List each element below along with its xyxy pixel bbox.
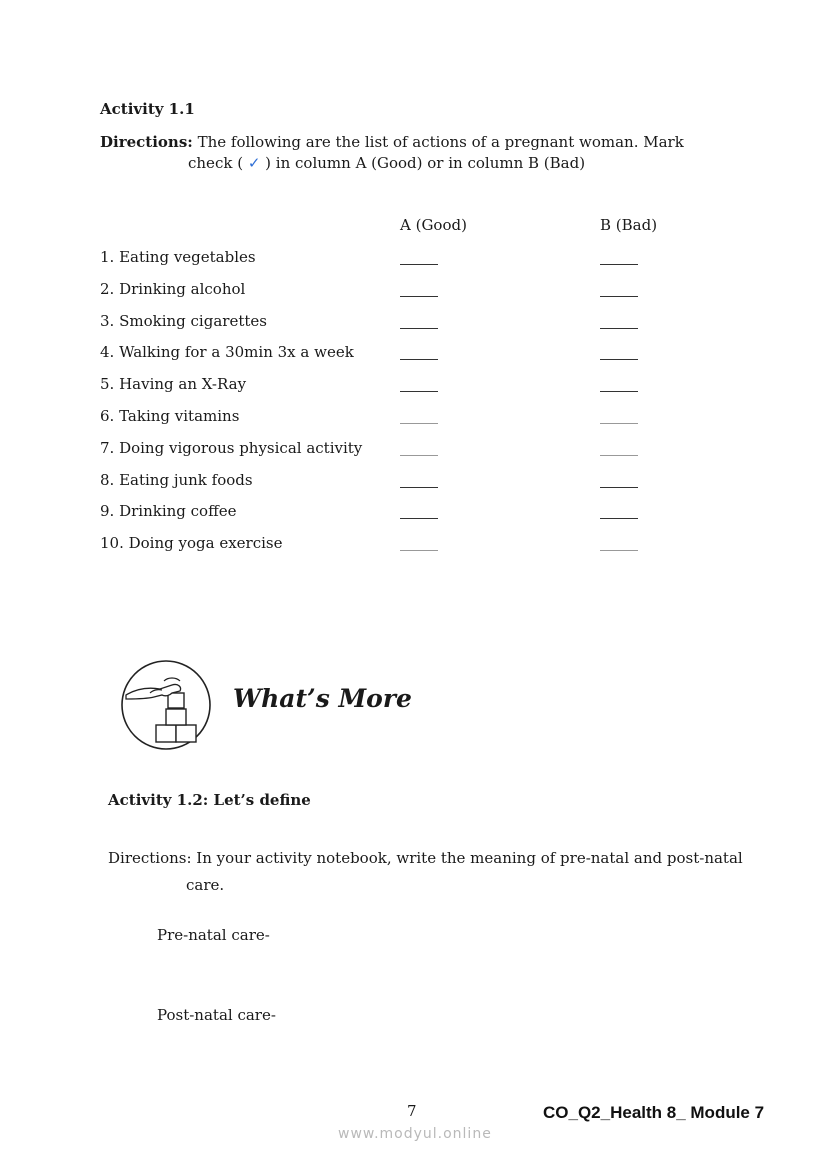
pre-natal-care-prompt: Pre-natal care-: [157, 926, 270, 944]
activity-item-row: [100, 312, 740, 336]
module-label: CO_Q2_Health 8_ Module 7: [543, 1103, 765, 1122]
activity-item-row: [100, 471, 740, 495]
directions-line-2: [100, 153, 684, 174]
answer-blank-b[interactable]: [600, 264, 638, 265]
page-number: 7: [407, 1102, 417, 1120]
activity-item-row: [100, 375, 740, 399]
whats-more-title: What’s More: [233, 684, 412, 713]
column-b-header: B (Bad): [600, 216, 658, 234]
activity-item-label: 2. Drinking alcohol: [100, 279, 246, 298]
activity-item-row: [100, 534, 740, 558]
directions-label: Directions:: [100, 133, 193, 151]
activity-item-label: 10. Doing yoga exercise: [100, 534, 283, 553]
directions-line-2-suffix: ) in column A (Good) or in column B (Bad): [260, 154, 586, 172]
answer-blank-a[interactable]: [400, 296, 438, 297]
activity-item-label: 9. Drinking coffee: [100, 502, 237, 521]
activity-item-label: 6. Taking vitamins: [100, 407, 240, 425]
answer-blank-b[interactable]: [600, 423, 638, 424]
column-a-header: A (Good): [400, 216, 467, 234]
activity-item-row: [100, 343, 740, 367]
answer-blank-a[interactable]: [400, 391, 438, 392]
post-natal-care-prompt: Post-natal care-: [157, 1006, 276, 1024]
answer-blank-a[interactable]: [400, 359, 438, 360]
activity-item-row: [100, 407, 740, 431]
activity-item-label: 3. Smoking cigarettes: [100, 311, 267, 330]
answer-blank-b[interactable]: [600, 550, 638, 551]
check-icon: ✓: [247, 154, 261, 172]
answer-blank-a[interactable]: [400, 328, 438, 329]
answer-blank-b[interactable]: [600, 359, 638, 360]
activity-item-row: [100, 280, 740, 304]
answer-blank-b[interactable]: [600, 391, 638, 392]
answer-blank-a[interactable]: [400, 518, 438, 519]
activity-1-1-title: Activity 1.1: [100, 100, 195, 118]
activity-1-2-directions: [108, 845, 768, 899]
activity-item-label: 1. Eating vegetables: [100, 248, 256, 266]
activity-1-1-directions: [100, 132, 684, 174]
answer-blank-a[interactable]: [400, 423, 438, 424]
activity-1-2-directions-line-1: Directions: In your activity notebook, write the meaning of pre-natal and post-natal: [108, 849, 743, 867]
stacking-blocks-icon: [120, 659, 212, 751]
answer-blank-b[interactable]: [600, 518, 638, 519]
activity-1-2-directions-line-2: care.: [186, 876, 225, 894]
activity-item-row: [100, 439, 740, 463]
activity-item-label: 5. Having an X-Ray: [100, 375, 247, 394]
answer-blank-a[interactable]: [400, 264, 438, 265]
directions-line-1: The following are the list of actions of a pregnant woman. Mark: [192, 133, 684, 151]
directions-line-2-prefix: check (: [188, 154, 248, 172]
answer-blank-a[interactable]: [400, 455, 438, 456]
answer-blank-b[interactable]: [600, 296, 638, 297]
answer-blank-b[interactable]: [600, 455, 638, 456]
watermark: www.modyul.online: [338, 1126, 492, 1142]
answer-blank-a[interactable]: [400, 487, 438, 488]
activity-1-2-title: Activity 1.2: Let’s define: [108, 791, 311, 809]
activity-item-row: [100, 248, 740, 272]
answer-blank-a[interactable]: [400, 550, 438, 551]
activity-item-label: 4. Walking for a 30min 3x a week: [100, 343, 354, 362]
activity-item-label: 7. Doing vigorous physical activity: [100, 438, 363, 457]
activity-item-row: [100, 502, 740, 526]
answer-blank-b[interactable]: [600, 487, 638, 488]
activity-item-label: 8. Eating junk foods: [100, 470, 253, 489]
answer-blank-b[interactable]: [600, 328, 638, 329]
